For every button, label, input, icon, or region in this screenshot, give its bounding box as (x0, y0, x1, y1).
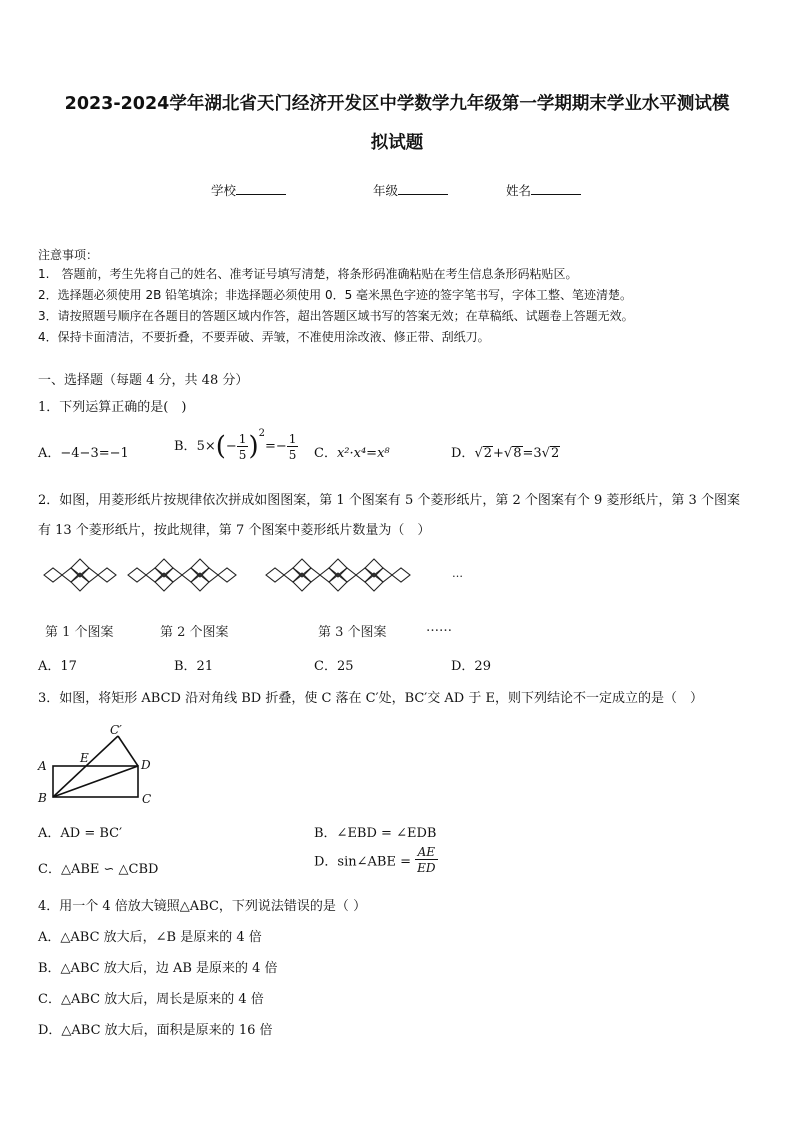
q2-caption-1: 第 1 个图案 (45, 625, 114, 640)
name-blank[interactable] (531, 183, 581, 195)
q3-d-prefix: D．sin∠ABE = (314, 854, 411, 870)
q2-option-c[interactable]: C．25 (314, 659, 354, 674)
q4-option-d[interactable]: D．△ABC 放大后，面积是原来的 16 倍 (38, 1023, 273, 1038)
q4-option-a[interactable]: A．△ABC 放大后，∠B 是原来的 4 倍 (38, 930, 262, 945)
diagonal-bd (53, 766, 138, 797)
label-e: E (80, 751, 89, 765)
q3-stem: 3．如图，将矩形 ABCD 沿对角线 BD 折叠，使 C 落在 C′处，BC′交 AD 于 E，则下列结论不一定成立的是（ ） (38, 691, 703, 706)
q1-b-frac: $\frac{1}{5}$ (238, 431, 247, 462)
pattern-2 (128, 559, 236, 591)
q3-option-a[interactable]: A．AD = BC′ (38, 826, 123, 841)
q2-option-a[interactable]: A．17 (38, 659, 77, 674)
q3-option-c[interactable]: C．△ABE ∽ △CBD (38, 862, 159, 877)
q1-d-label: D． (451, 446, 475, 461)
q1-a-expr: −4−3=−1 (60, 446, 129, 461)
q1-option-a[interactable] (38, 442, 129, 461)
q1-b-left: 5× (196, 439, 216, 454)
school-field[interactable] (211, 181, 286, 199)
notice-item: 3．请按照题号顺序在各题目的答题区域内作答，超出答题区域书写的答案无效；在草稿纸、试题卷上答题无效。 (38, 309, 634, 323)
fold-c-prime-d (118, 736, 138, 766)
label-c-prime: C′ (110, 723, 122, 737)
q1-d-r1: 2 (483, 446, 493, 461)
q2-caption-3: 第 3 个图案 (318, 625, 387, 640)
q3-option-d[interactable] (314, 846, 438, 874)
grade-label: 年级 (373, 183, 399, 198)
q1-b-exp: 2 (258, 428, 265, 439)
q1-d-r3: 2 (550, 446, 560, 461)
q4-option-b[interactable]: B．△ABC 放大后，边 AB 是原来的 4 倍 (38, 961, 278, 976)
q2-caption-2: 第 2 个图案 (160, 625, 229, 640)
q1-stem: 1．下列运算正确的是( ) (38, 400, 187, 415)
notice-item: 2．选择题必须使用 2B 铅笔填涂；非选择题必须使用 0．5 毫米黑色字迹的签字笔书写，字体工整、笔迹清楚。 (38, 288, 633, 302)
label-c: C (142, 792, 152, 806)
grade-blank[interactable] (398, 183, 448, 195)
label-d: D (141, 758, 151, 772)
notice-item: 1. 答题前，考生先将自己的姓名、准考证号填写清楚，将条形码准确粘贴在考生信息条形码粘贴区。 (38, 267, 578, 281)
q4-stem: 4．用一个 4 倍放大镜照△ABC，下列说法错误的是（ ） (38, 899, 367, 914)
notice-heading: 注意事项： (38, 248, 99, 262)
q2-stem: 2．如图，用菱形纸片按规律依次拼成如图图案，第 1 个图案有 5 个菱形纸片，第 2 个图案有个 9 菱形纸片，第 3 个图案 (38, 493, 740, 508)
label-b: B (38, 791, 47, 805)
name-field[interactable] (506, 181, 581, 199)
q1-b-eq: =− (264, 439, 287, 454)
q3-rectangle-figure (34, 722, 164, 810)
q1-c-label: C． (314, 446, 337, 461)
q1-option-d[interactable]: D．√2+√8=3√2 (451, 446, 560, 461)
q1-b-rfrac: $\frac{1}{5}$ (288, 431, 297, 462)
q1-a-label: A． (38, 446, 61, 461)
q3-option-b[interactable]: B．∠EBD = ∠EDB (314, 826, 437, 841)
q2-option-d[interactable]: D．29 (451, 659, 491, 674)
q1-option-c[interactable] (314, 442, 390, 461)
q2-option-b[interactable]: B．21 (174, 659, 214, 674)
q1-b-label: B． (174, 439, 197, 454)
label-a: A (38, 759, 47, 773)
section-heading: 一、选择题（每题 4 分，共 48 分） (38, 373, 249, 388)
name-label: 姓名 (506, 183, 532, 198)
q1-c-expr: x²·x⁴=x⁸ (336, 446, 390, 461)
q3-d-frac: $\frac{AE}{ED}$ (417, 845, 436, 875)
q2-caption-dots: …… (426, 620, 452, 635)
page-title-cont: 拟试题 (370, 133, 424, 153)
q2-stem-cont: 有 13 个菱形纸片，按此规律，第 7 个图案中菱形纸片数量为（ ） (38, 523, 431, 538)
q4-option-c[interactable]: C．△ABC 放大后，周长是原来的 4 倍 (38, 992, 264, 1007)
grade-field[interactable] (373, 181, 448, 199)
school-label: 学校 (211, 183, 237, 198)
q1-option-b[interactable]: B．5×(− $\frac{1}{5}$ )$^2$=− $\frac{1}{5}$ (174, 428, 297, 462)
figure-ellipsis: … (452, 567, 463, 580)
pattern-1 (44, 559, 116, 591)
notice-item: 4．保持卡面清洁，不要折叠，不要弄破、弄皱，不准使用涂改液、修正带、刮纸刀。 (38, 330, 490, 344)
pattern-3 (266, 559, 410, 591)
q1-d-r2: 8 (513, 446, 522, 461)
q2-rhombus-figure (36, 548, 466, 610)
school-blank[interactable] (236, 183, 286, 195)
page-title: 2023-2024学年湖北省天门经济开发区中学数学九年级第一学期期末学业水平测试模 (64, 94, 730, 114)
